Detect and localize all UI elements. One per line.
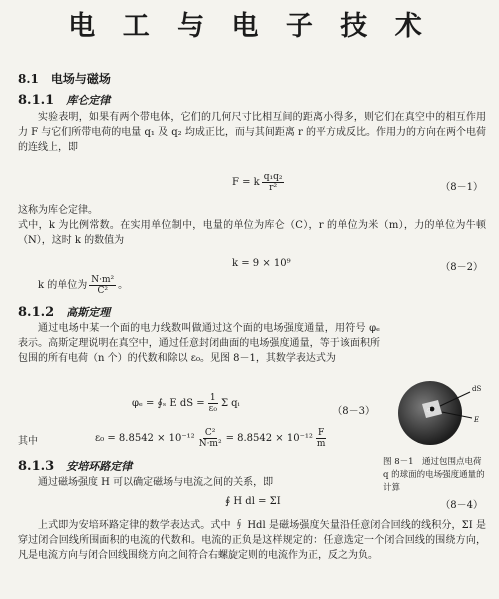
- subsection-title: 安培环路定律: [66, 460, 133, 473]
- eq-numerator: q₁q₂: [263, 172, 283, 182]
- paragraph-constant-k: 式中，k 为比例常数。在实用单位制中，电量的单位为库仑（C），r 的单位为米（m），力的单位为牛顿（N），这时 k 的数值为: [18, 220, 486, 246]
- paragraph-law-name: 这称为库仑定律。: [18, 205, 98, 216]
- label-ds: dS: [472, 385, 482, 393]
- subsection-heading-2: [18, 304, 110, 320]
- eq-fraction: [207, 393, 219, 414]
- subsection-title: 库仑定律: [66, 94, 111, 107]
- paragraph-where: 其中: [18, 436, 38, 447]
- epsilon-unit-b-den: m: [316, 439, 326, 449]
- subsection-heading-1: [18, 92, 110, 108]
- eq-fraction: [262, 172, 285, 193]
- subsection-heading-3: [18, 458, 132, 474]
- equation-8-2: k = 9 × 10⁹: [232, 258, 291, 269]
- k-unit-prefix: k 的单位为: [38, 280, 88, 291]
- paragraph-coulomb: 实验表明，如果有两个带电体，它们的几何尺寸比相互间的距离小得多，则它们在真空中的相互作用力 F 与它们所带电荷的电量 q₁ 及 q₂ 均成正比，而与其间距离 r 的平方成反比。作用力的方向在两个电荷的连线上，即: [18, 112, 486, 153]
- figure-caption: 图 8－1 通过包围点电荷 q 的球面的电场强度通量的计算: [383, 457, 485, 493]
- paragraph-ampere-law: 上式即为安培环路定律的数学表达式。式中 ∮ Hdl 是磁场强度矢量沿任意闭合回线的线积分，ΣI 是穿过闭合回线所围面积的电流的代数和。电流的正负是这样规定的：任意选定一个闭合回线的围绕方向，凡是电流方向与闭合回线围绕方向之间符合右螺旋定则的电流作为正，反之为负。: [18, 520, 486, 561]
- subsection-number: 8.1.3: [18, 459, 55, 474]
- eq-lhs: F = k: [232, 177, 260, 188]
- section-heading: 8.1 电场与磁场: [18, 72, 111, 86]
- figure-gauss-sphere: [392, 378, 482, 448]
- epsilon-unit-a-num: C²: [204, 428, 216, 438]
- subsection-number: 8.1.2: [18, 305, 55, 320]
- page-title: 电 工 与 电 子 技 术: [68, 11, 431, 42]
- epsilon-unit-a: [197, 428, 224, 449]
- epsilon-unit-a-den: N·m²: [198, 439, 222, 449]
- paragraph-ampere-intro: 通过磁场强度 H 可以确定磁场与电流之间的关系，即: [38, 477, 274, 488]
- k-unit-denominator: C²: [97, 286, 108, 296]
- equation-8-4: ∮ H dl = ΣI: [225, 496, 281, 507]
- k-unit-suffix: 。: [118, 280, 129, 291]
- eq-denominator: ε₀: [208, 404, 217, 414]
- eq-numerator: 1: [209, 393, 216, 403]
- subsection-number: 8.1.1: [18, 93, 55, 108]
- equation-8-1: [232, 172, 286, 193]
- epsilon-unit-b-num: F: [318, 428, 325, 438]
- equation-number-8-2: （8－2）: [440, 262, 483, 273]
- epsilon-unit-b: [315, 428, 328, 449]
- k-unit-fraction: [89, 275, 116, 296]
- eq-sum: Σ qᵢ: [220, 398, 240, 409]
- equation-number-8-3: （8－3）: [332, 406, 375, 417]
- equation-number-8-4: （8－4）: [440, 500, 483, 511]
- epsilon-value-a: ε₀ = 8.8542 × 10⁻¹²: [95, 433, 195, 444]
- equation-number-8-1: （8－1）: [440, 182, 483, 193]
- label-e: E: [474, 416, 480, 424]
- epsilon-definition: [95, 428, 329, 449]
- eq-denominator: r²: [269, 183, 278, 193]
- epsilon-value-b: = 8.8542 × 10⁻¹²: [225, 433, 313, 444]
- k-unit-line: [38, 275, 128, 296]
- subsection-title: 高斯定理: [66, 306, 111, 319]
- paragraph-gauss: 通过电场中某一个面的电力线数叫做通过这个面的电场强度通量，用符号 φₑ 表示。高斯定理说明在真空中，通过任意封闭曲面的电场强度通量，等于该面积所包围的所有电荷（n 个）的代数和除以 ε₀。见图 8－1，其数学表达式为: [18, 323, 380, 364]
- label-q: q: [426, 406, 431, 414]
- equation-8-3: [132, 393, 240, 414]
- eq-lhs: φₑ = ∮ₛ E dS =: [132, 398, 205, 409]
- k-unit-numerator: N·m²: [91, 275, 115, 285]
